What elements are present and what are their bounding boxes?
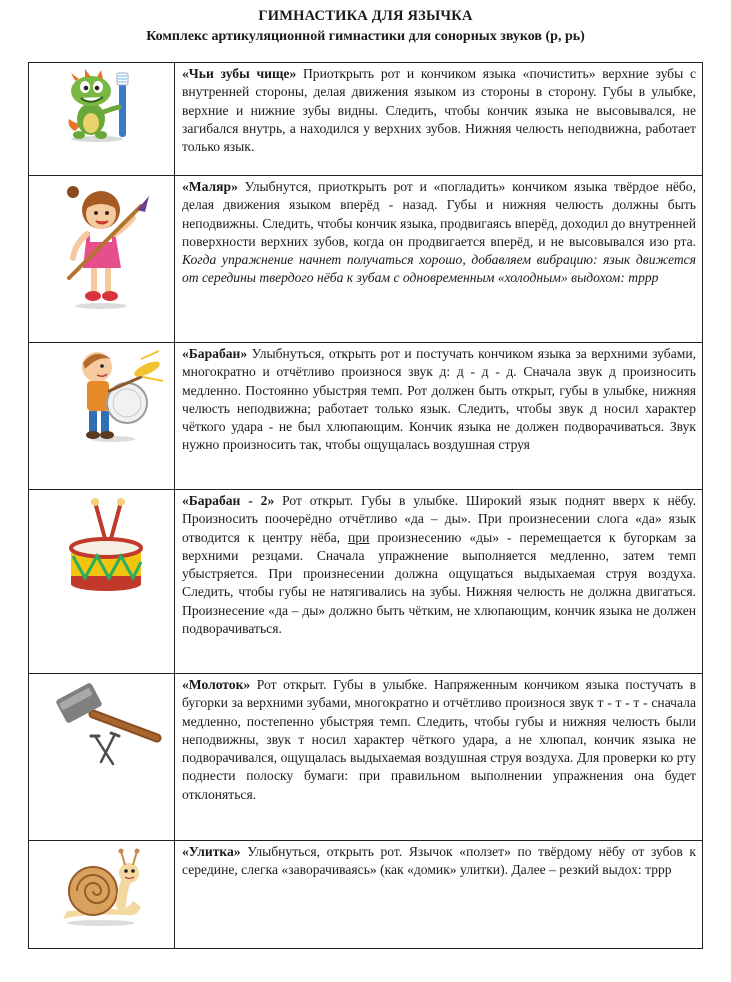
snail-icon — [57, 847, 145, 927]
exercise-description: Улыбнуться, открыть рот и постучать кончиком языка за верхними зубами, многократно и отчётливо произнося звук д: д - д - д. Сначала звук д произносить медленно. Постоянно убыстряя темп. Рот должен быть открыт, губы в улыбке, нижняя челюсть неподвижна; работает только язык. Следить, чтобы звук д носил характер чёткого удара - не был хлюпающим. Кончик языка не должен подворачиваться. Звук нужно произносить так, чтобы ощущалась воздушная струя — [182, 346, 696, 453]
dragon-toothbrush-icon — [61, 69, 143, 143]
exercise-name: «Улитка» — [182, 844, 241, 859]
exercise-description: Улыбнутся, приоткрыть рот и «погладить» кончиком языка твёрдое нёбо, делая движения языком вперёд - назад. Губы и нижняя челюсть должны быть неподвижны. Следить, чтобы кончик языка, продвигаясь вперёд, доходил до внутренней поверхности верхних зубов, когда он продвигается вперёд, и не высовывался изо рта. — [182, 179, 696, 249]
exercise-image-cell — [29, 176, 175, 343]
exercise-image-cell — [29, 343, 175, 490]
exercise-description-continued: произнесению «ды» - перемещается к бугоркам за верхними резцами. Сначала упражнение выполняется медленно, затем темп убыстряется. При произнесении должна ощущаться выдыхаемая струя воздуха. Следить, чтобы губы не натягивались на зубы. Нижняя челюсть не должна двигаться. Произнесение «да – ды» должно быть чётким, не хлюпающим, кончик языка не должен подворачиваться. — [182, 529, 697, 637]
boy-drummer-icon — [75, 347, 167, 443]
exercise-image-cell — [29, 841, 175, 949]
exercise-text — [175, 490, 703, 674]
exercise-description: Приоткрыть рот и кончиком языка «почистить» верхние зубы с внутренней стороны, делая движения языком из стороны в сторону. Губы в улыбке, верхние и нижние зубы видны. Следить, чтобы кончик языка не высовывался, не загибался внутрь, а находился у верхних зубов. Нижняя челюсть неподвижна, работает только язык. — [182, 66, 696, 155]
exercise-row — [29, 176, 703, 343]
exercise-description: Рот открыт. Губы в улыбке. Широкий язык поднят вверх к нёбу. Произносить поочерёдно отчётливо «да – ды». При произнесении слога «да» язык отводится к центру нёба, — [182, 493, 696, 545]
exercise-name: «Молоток» — [182, 677, 251, 692]
exercise-name: «Барабан - 2» — [182, 493, 275, 508]
exercise-row — [29, 841, 703, 949]
page-title: ГИМНАСТИКА ДЛЯ ЯЗЫЧКА — [258, 8, 473, 24]
drum-icon — [65, 496, 147, 592]
exercise-image-cell — [29, 63, 175, 176]
exercise-image-cell — [29, 490, 175, 674]
exercise-text — [175, 343, 703, 490]
hammer-nails-icon — [53, 676, 165, 770]
page-subtitle: Комплекс артикуляционной гимнастики для сонорных звуков (р, рь) — [146, 29, 585, 44]
exercise-name: «Маляр» — [182, 179, 238, 194]
exercise-text — [175, 841, 703, 949]
exercise-text — [175, 176, 703, 343]
exercise-note: Когда упражнение начнет получаться хорошо, добавляем вибрацию: язык движется от середины твердого нёба к зубам с одновременным «холодным» выдохом: тррр — [182, 252, 696, 286]
exercise-row — [29, 63, 703, 176]
girl-painter-icon — [57, 182, 153, 310]
exercise-description: Рот открыт. Губы в улыбке. Напряженным кончиком языка постучать в бугорки за верхними зубами, многократно и отчётливо произнося звук т - т - т - сначала медленно, постепенно убыстряя темп. Следить, чтобы губы и нижняя челюсть были неподвижны, звук т носил характер чёткого удара, а не хлюпал, кончик языка не подворачивался, ощущалась выдыхаемая воздушная струя воздуха. Для проверки ко рту поднести полоску бумаги: при правильном выполнении упражнения она будет отклоняться. — [182, 677, 696, 802]
exercise-name: «Чьи зубы чище» — [182, 66, 297, 81]
exercise-underlined-word: при — [348, 529, 370, 545]
exercise-name: «Барабан» — [182, 346, 248, 361]
exercise-row — [29, 674, 703, 841]
exercise-image-cell — [29, 674, 175, 841]
exercise-description: Улыбнуться, открыть рот. Язычок «ползет» по твёрдому нёбу от зубов к середине, слегка «заворачиваясь» (как «домик» улитки). Далее – резкий выдох: тррр — [182, 844, 696, 878]
exercise-row — [29, 490, 703, 674]
exercise-text — [175, 63, 703, 176]
exercise-row — [29, 343, 703, 490]
exercise-text — [175, 674, 703, 841]
exercise-table — [28, 62, 703, 949]
